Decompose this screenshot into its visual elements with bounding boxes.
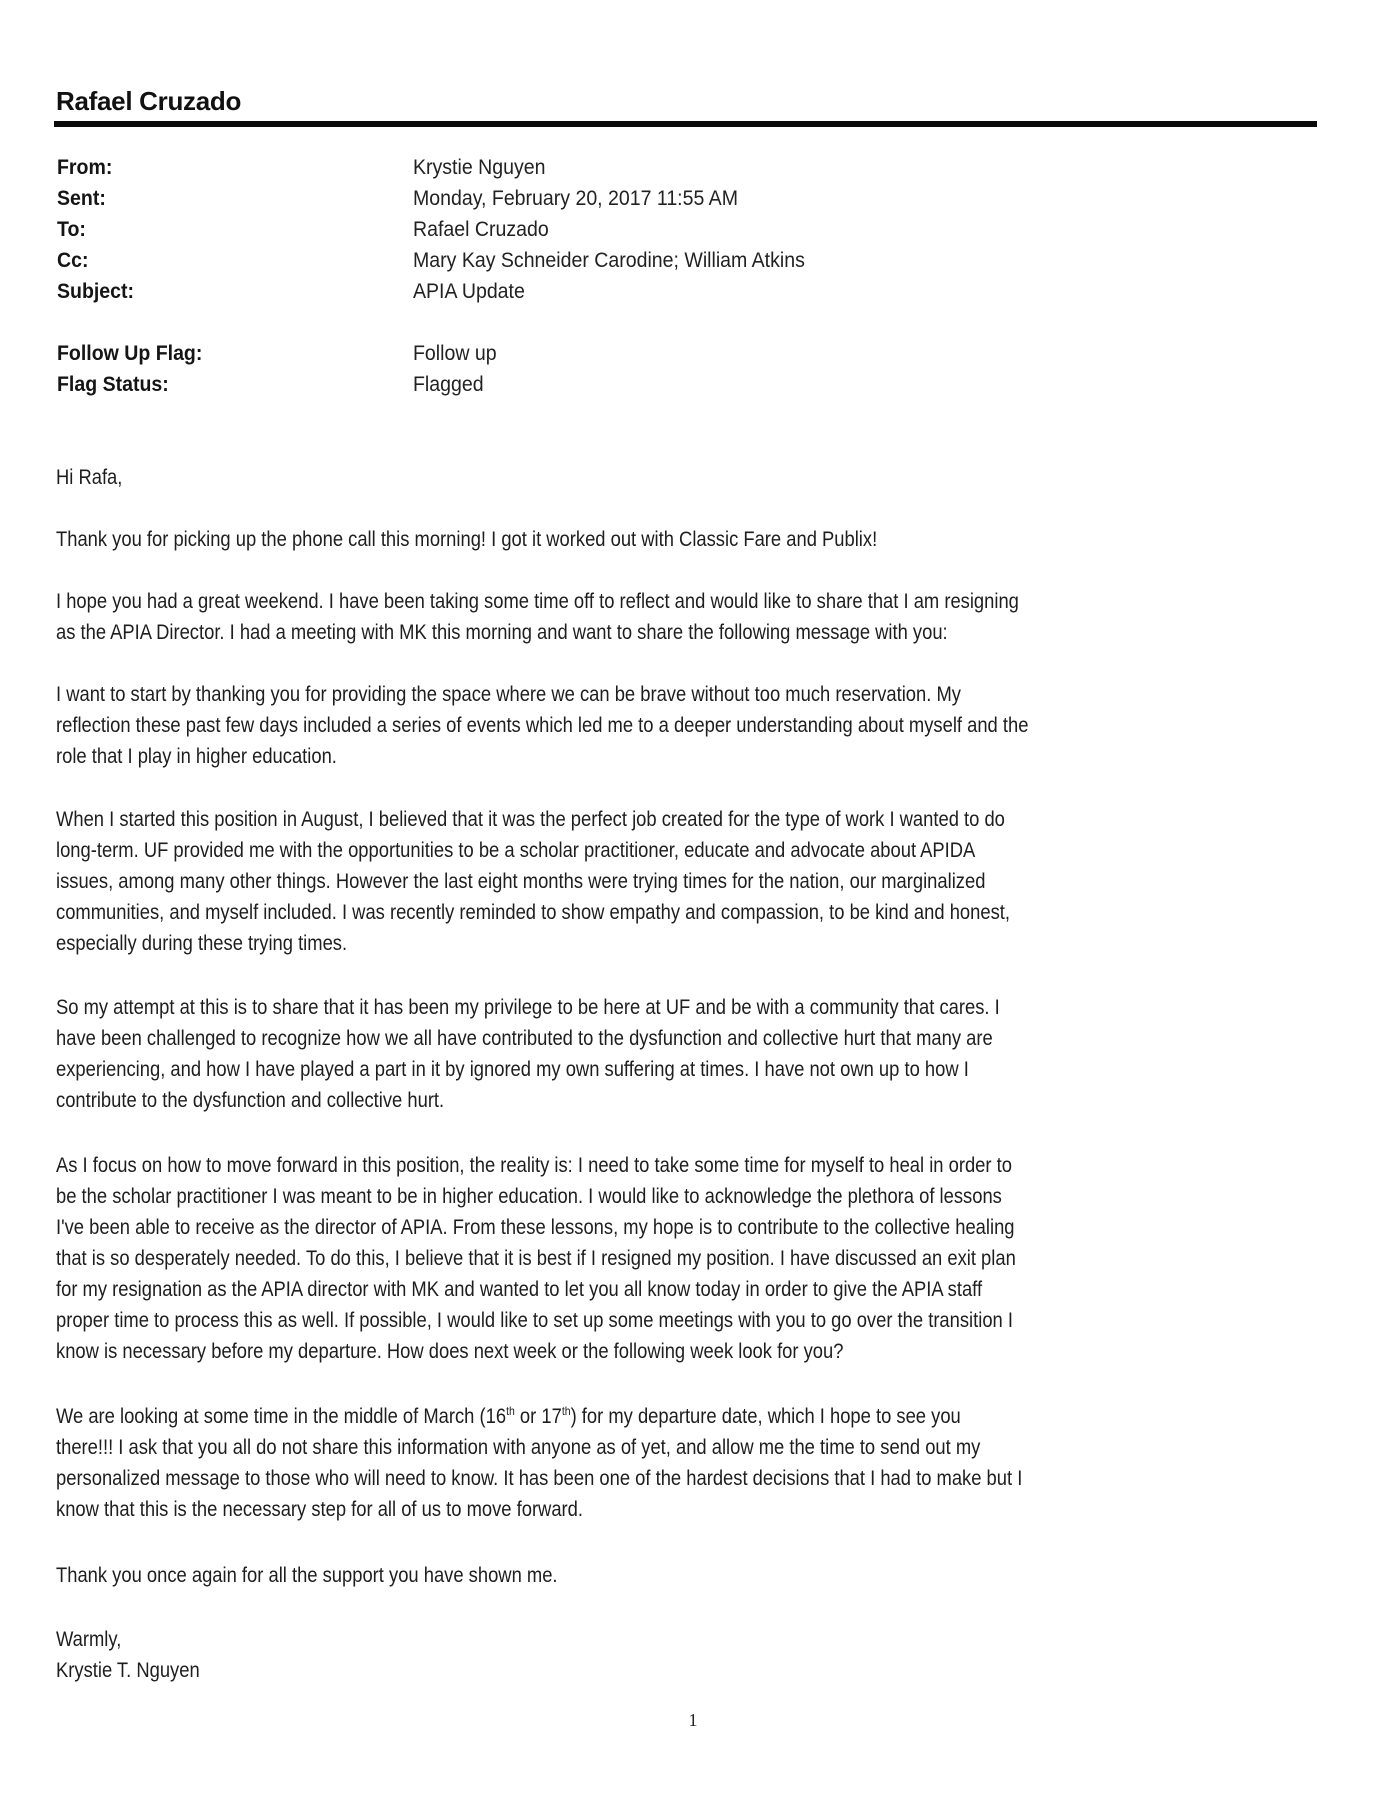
ordinal-suffix: th: [561, 1404, 571, 1418]
body-line: long-term. UF provided me with the opportunities to be a scholar practitioner, educate and advocate about APIDA: [56, 839, 976, 862]
header-value-follow-up-flag: Follow up: [413, 342, 497, 365]
closing-line: [56, 1560, 1356, 1591]
paragraph-thanks-call: [56, 524, 1356, 555]
body-line: especially during these trying times.: [56, 932, 348, 955]
header-label: Cc:: [57, 249, 89, 272]
signature-block: [56, 1624, 1356, 1686]
paragraph-reflection: [56, 679, 1356, 772]
body-line: Thank you for picking up the phone call this morning! I got it worked out with Classic Fare and Publix!: [56, 528, 878, 551]
header-row-flag-status: [0, 373, 1300, 404]
greeting: [56, 462, 1356, 493]
page-number: 1: [688, 1710, 698, 1730]
header-label: Subject:: [57, 280, 135, 303]
body-line: role that I play in higher education.: [56, 745, 337, 768]
paragraph-resigning: [56, 586, 1356, 648]
text-segment: or 17: [514, 1405, 562, 1428]
body-line: I want to start by thanking you for providing the space where we can be brave without too much reservation. My: [56, 683, 961, 706]
header-value-flag-status: Flagged: [413, 373, 484, 396]
body-line: know that this is the necessary step for all of us to move forward.: [56, 1498, 583, 1521]
body-line: personalized message to those who will need to know. It has been one of the hardest decisions that I had to make but I: [56, 1467, 1023, 1490]
mailbox-owner-title: Rafael Cruzado: [56, 86, 242, 116]
body-line: I hope you had a great weekend. I have been taking some time off to reflect and would like to share that I am resigning: [56, 590, 1019, 613]
header-label: Follow Up Flag:: [57, 342, 203, 365]
ordinal-suffix: th: [506, 1404, 515, 1418]
body-line: issues, among many other things. However the last eight months were trying times for the nation, our marginalized: [56, 870, 986, 893]
body-line: for my resignation as the APIA director with MK and wanted to let you all know today in order to give the APIA staff: [56, 1278, 983, 1301]
sign-off: Warmly,: [56, 1628, 122, 1651]
header-label: To:: [57, 218, 86, 241]
body-line: there!!! I ask that you all do not share this information with anyone as of yet, and allow me the time to send out my: [56, 1436, 981, 1459]
text-segment: ) for my departure date, which I hope to see you: [570, 1405, 961, 1428]
text-segment: We are looking at some time in the middle of March (16: [56, 1405, 507, 1428]
signature-name: Krystie T. Nguyen: [56, 1659, 200, 1682]
body-line: have been challenged to recognize how we all have contributed to the dysfunction and collective hurt that many are: [56, 1027, 993, 1050]
body-line: communities, and myself included. I was recently reminded to show empathy and compassion, to be kind and honest,: [56, 901, 1010, 924]
body-line: as the APIA Director. I had a meeting with MK this morning and want to share the following message with you:: [56, 621, 948, 644]
header-label: Sent:: [57, 187, 106, 210]
paragraph-departure-date: [56, 1401, 1356, 1525]
header-label: From:: [57, 156, 113, 179]
header-value-from: Krystie Nguyen: [413, 156, 546, 179]
body-line: Hi Rafa,: [56, 466, 123, 489]
header-label: Flag Status:: [57, 373, 169, 396]
header-row-to: [0, 218, 1300, 249]
body-line: proper time to process this as well. If possible, I would like to set up some meetings with you to go over the transition I: [56, 1309, 1013, 1332]
body-line: be the scholar practitioner I was meant to be in higher education. I would like to acknowledge the plethora of lessons: [56, 1185, 1002, 1208]
paragraph-privilege: [56, 992, 1356, 1116]
body-line: So my attempt at this is to share that it has been my privilege to be here at UF and be with a community that cares. I: [56, 996, 1000, 1019]
header-row-cc: [0, 249, 1300, 280]
header-row-sent: [0, 187, 1300, 218]
header-value-cc: Mary Kay Schneider Carodine; William Atkins: [413, 249, 805, 272]
header-value-subject: APIA Update: [413, 280, 525, 303]
body-line: that is so desperately needed. To do this, I believe that it is best if I resigned my position. I have discussed an exit plan: [56, 1247, 1016, 1270]
body-line: Thank you once again for all the support you have shown me.: [56, 1564, 558, 1587]
header-row-follow-up-flag: [0, 342, 1300, 373]
body-line: As I focus on how to move forward in this position, the reality is: I need to take some time for myself to heal in order to: [56, 1154, 1012, 1177]
body-line: contribute to the dysfunction and collective hurt.: [56, 1089, 445, 1112]
header-value-to: Rafael Cruzado: [413, 218, 549, 241]
body-line: I've been able to receive as the director of APIA. From these lessons, my hope is to contribute to the collective healing: [56, 1216, 1015, 1239]
body-line: know is necessary before my departure. How does next week or the following week look for you?: [56, 1340, 844, 1363]
header-row-subject: [0, 280, 1300, 311]
paragraph-moving-forward: [56, 1150, 1356, 1367]
header-value-sent: Monday, February 20, 2017 11:55 AM: [413, 187, 738, 210]
body-line: experiencing, and how I have played a part in it by ignored my own suffering at times. I have not own up to how I: [56, 1058, 969, 1081]
paragraph-started-position: [56, 804, 1356, 959]
body-line: reflection these past few days included a series of events which led me to a deeper understanding about myself and the: [56, 714, 1029, 737]
body-line: When I started this position in August, I believed that it was the perfect job created for the type of work I wanted to do: [56, 808, 1005, 831]
header-rule: [54, 121, 1317, 127]
body-line: [56, 1401, 1194, 1432]
header-row-from: [0, 156, 1300, 187]
